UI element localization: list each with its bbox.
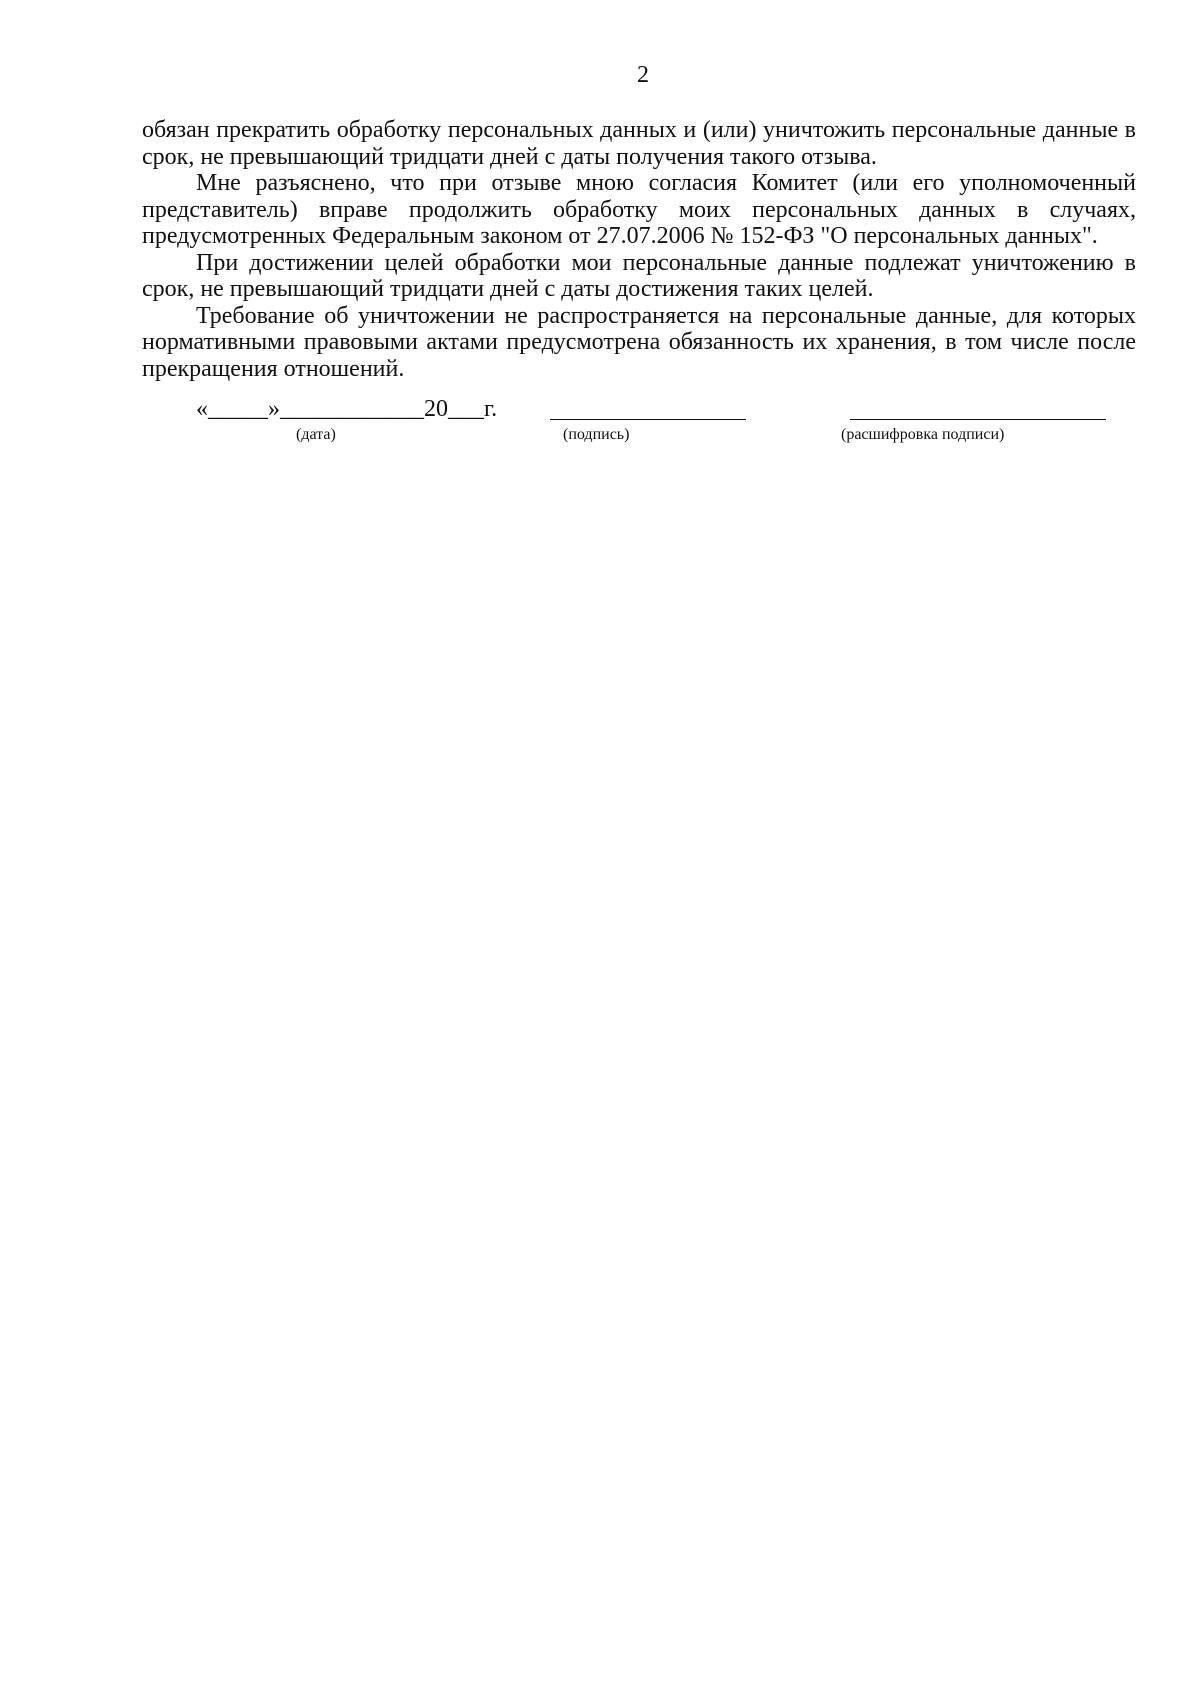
signature-caption: (подпись) <box>563 426 630 443</box>
page-number: 2 <box>637 62 649 88</box>
paragraph-withdrawal-clarification: Мне разъяснено, что при отзыве мною согласия Комитет (или его уполномоченный представитель) вправе продолжить обработку моих персональных данных в случаях, предусмотренных Федеральным законом от 27.07.2006 № 152-ФЗ "О персональных данных". <box>142 170 1136 249</box>
paragraph-destruction-exception: Требование об уничтожении не распространяется на персональные данные, для которых нормативными правовыми актами предусмотрена обязанность их хранения, в том числе после прекращения отношений. <box>142 302 1136 382</box>
date-caption: (дата) <box>296 426 336 443</box>
signature-block <box>0 394 1200 454</box>
signature-line <box>550 419 746 420</box>
document-body <box>142 117 1136 382</box>
decoding-caption: (расшифровка подписи) <box>841 426 1005 443</box>
decoding-line <box>850 419 1106 420</box>
paragraph-purpose-achieved: При достижении целей обработки мои персональные данные подлежат уничтожению в срок, не превышающий тридцати дней с даты достижения таких целей. <box>142 249 1136 302</box>
date-field: «_____»____________20___г. <box>196 396 498 422</box>
paragraph-continuation: обязан прекратить обработку персональных данных и (или) уничтожить персональные данные в срок, не превышающий тридцати дней с даты получения такого отзыва. <box>142 117 1136 170</box>
